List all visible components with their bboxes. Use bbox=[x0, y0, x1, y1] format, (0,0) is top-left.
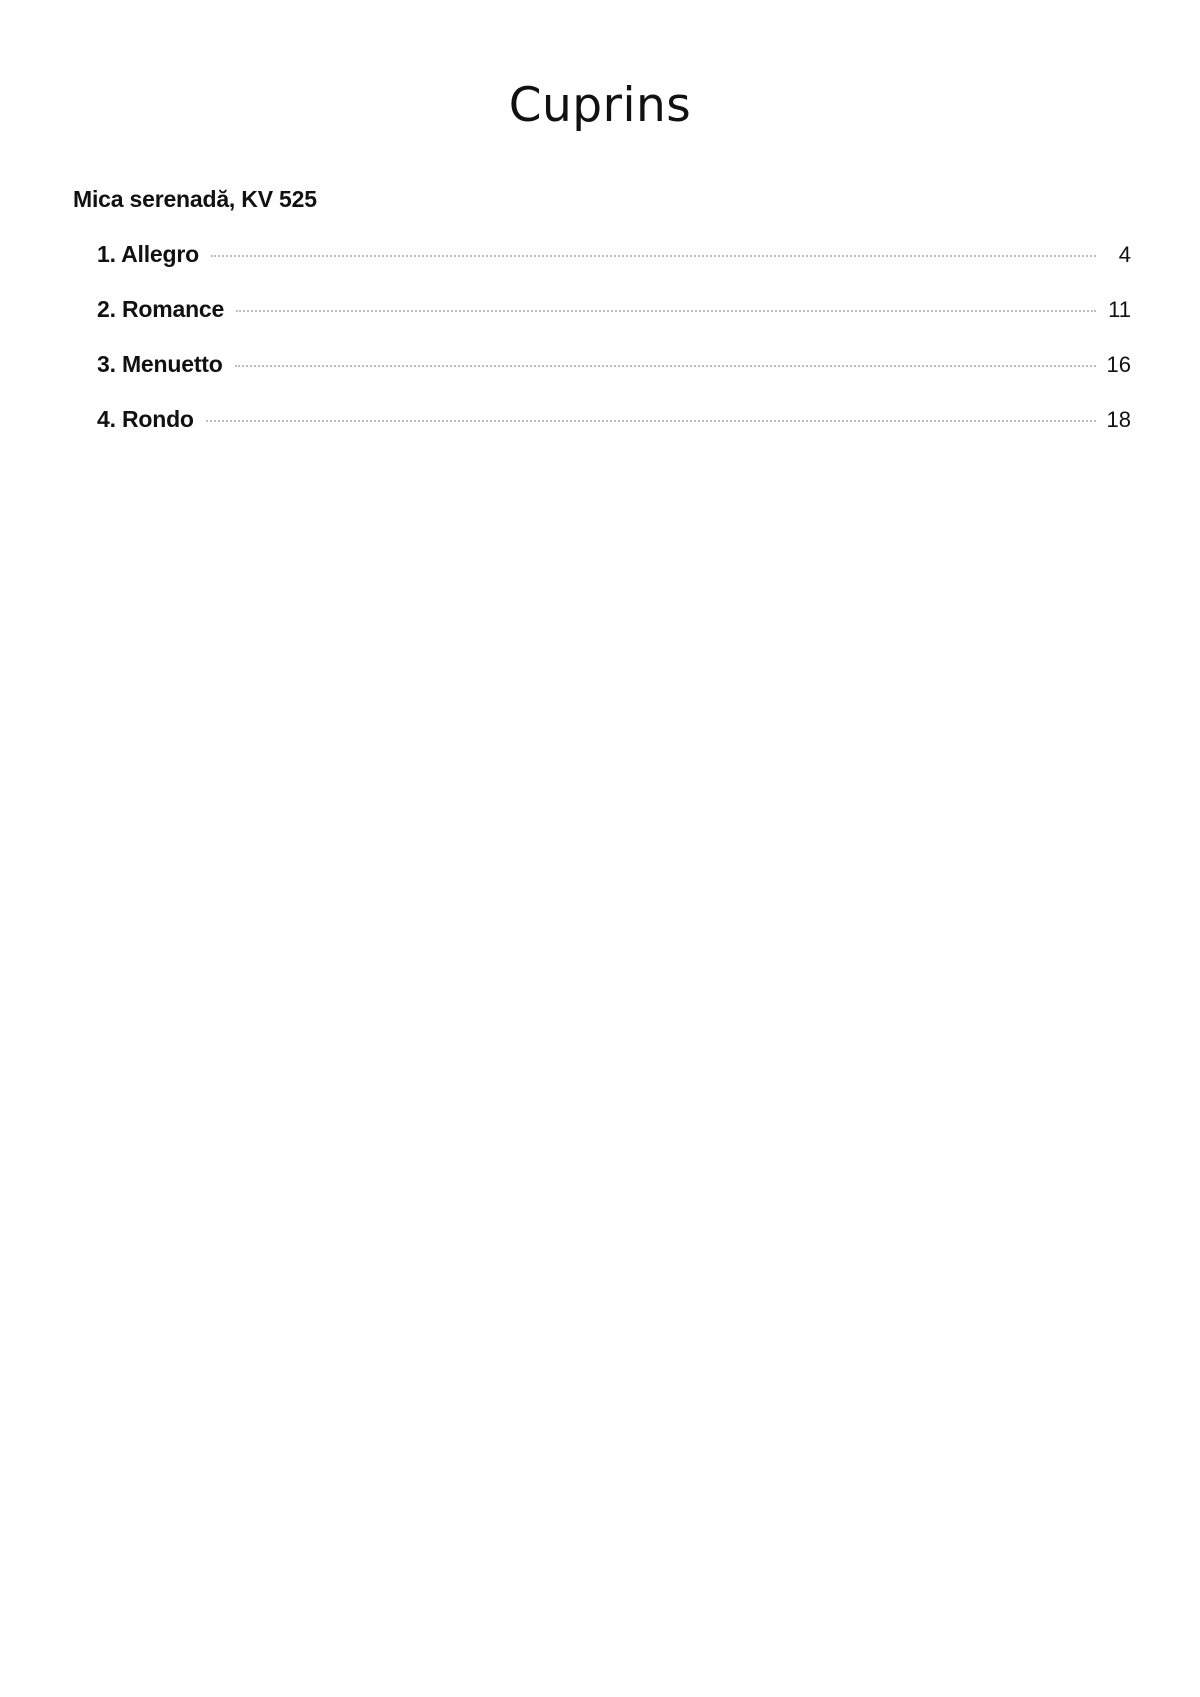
dot-leader bbox=[236, 310, 1096, 312]
dot-leader bbox=[235, 365, 1096, 367]
toc-entry-rondo[interactable] bbox=[97, 403, 1131, 458]
toc-entry-romance[interactable] bbox=[97, 293, 1131, 348]
toc-title: Cuprins bbox=[508, 78, 692, 133]
toc-entry-label: 1. Allegro bbox=[97, 241, 199, 267]
toc-entry-page-number: 18 bbox=[1106, 407, 1131, 432]
work-heading: Mica serenadă, KV 525 bbox=[73, 186, 317, 212]
toc-entry-label: 4. Rondo bbox=[97, 406, 194, 432]
toc-list bbox=[97, 238, 1131, 458]
toc-entry-page-number: 4 bbox=[1118, 242, 1131, 267]
toc-entry-menuetto[interactable] bbox=[97, 348, 1131, 403]
dot-leader bbox=[206, 420, 1096, 422]
toc-entry-allegro[interactable] bbox=[97, 238, 1131, 293]
toc-entry-label: 2. Romance bbox=[97, 296, 225, 322]
toc-entry-page-number: 16 bbox=[1106, 352, 1131, 377]
toc-entry-label: 3. Menuetto bbox=[97, 351, 223, 377]
toc-entry-page-number: 11 bbox=[1108, 297, 1131, 322]
dot-leader bbox=[211, 255, 1096, 257]
